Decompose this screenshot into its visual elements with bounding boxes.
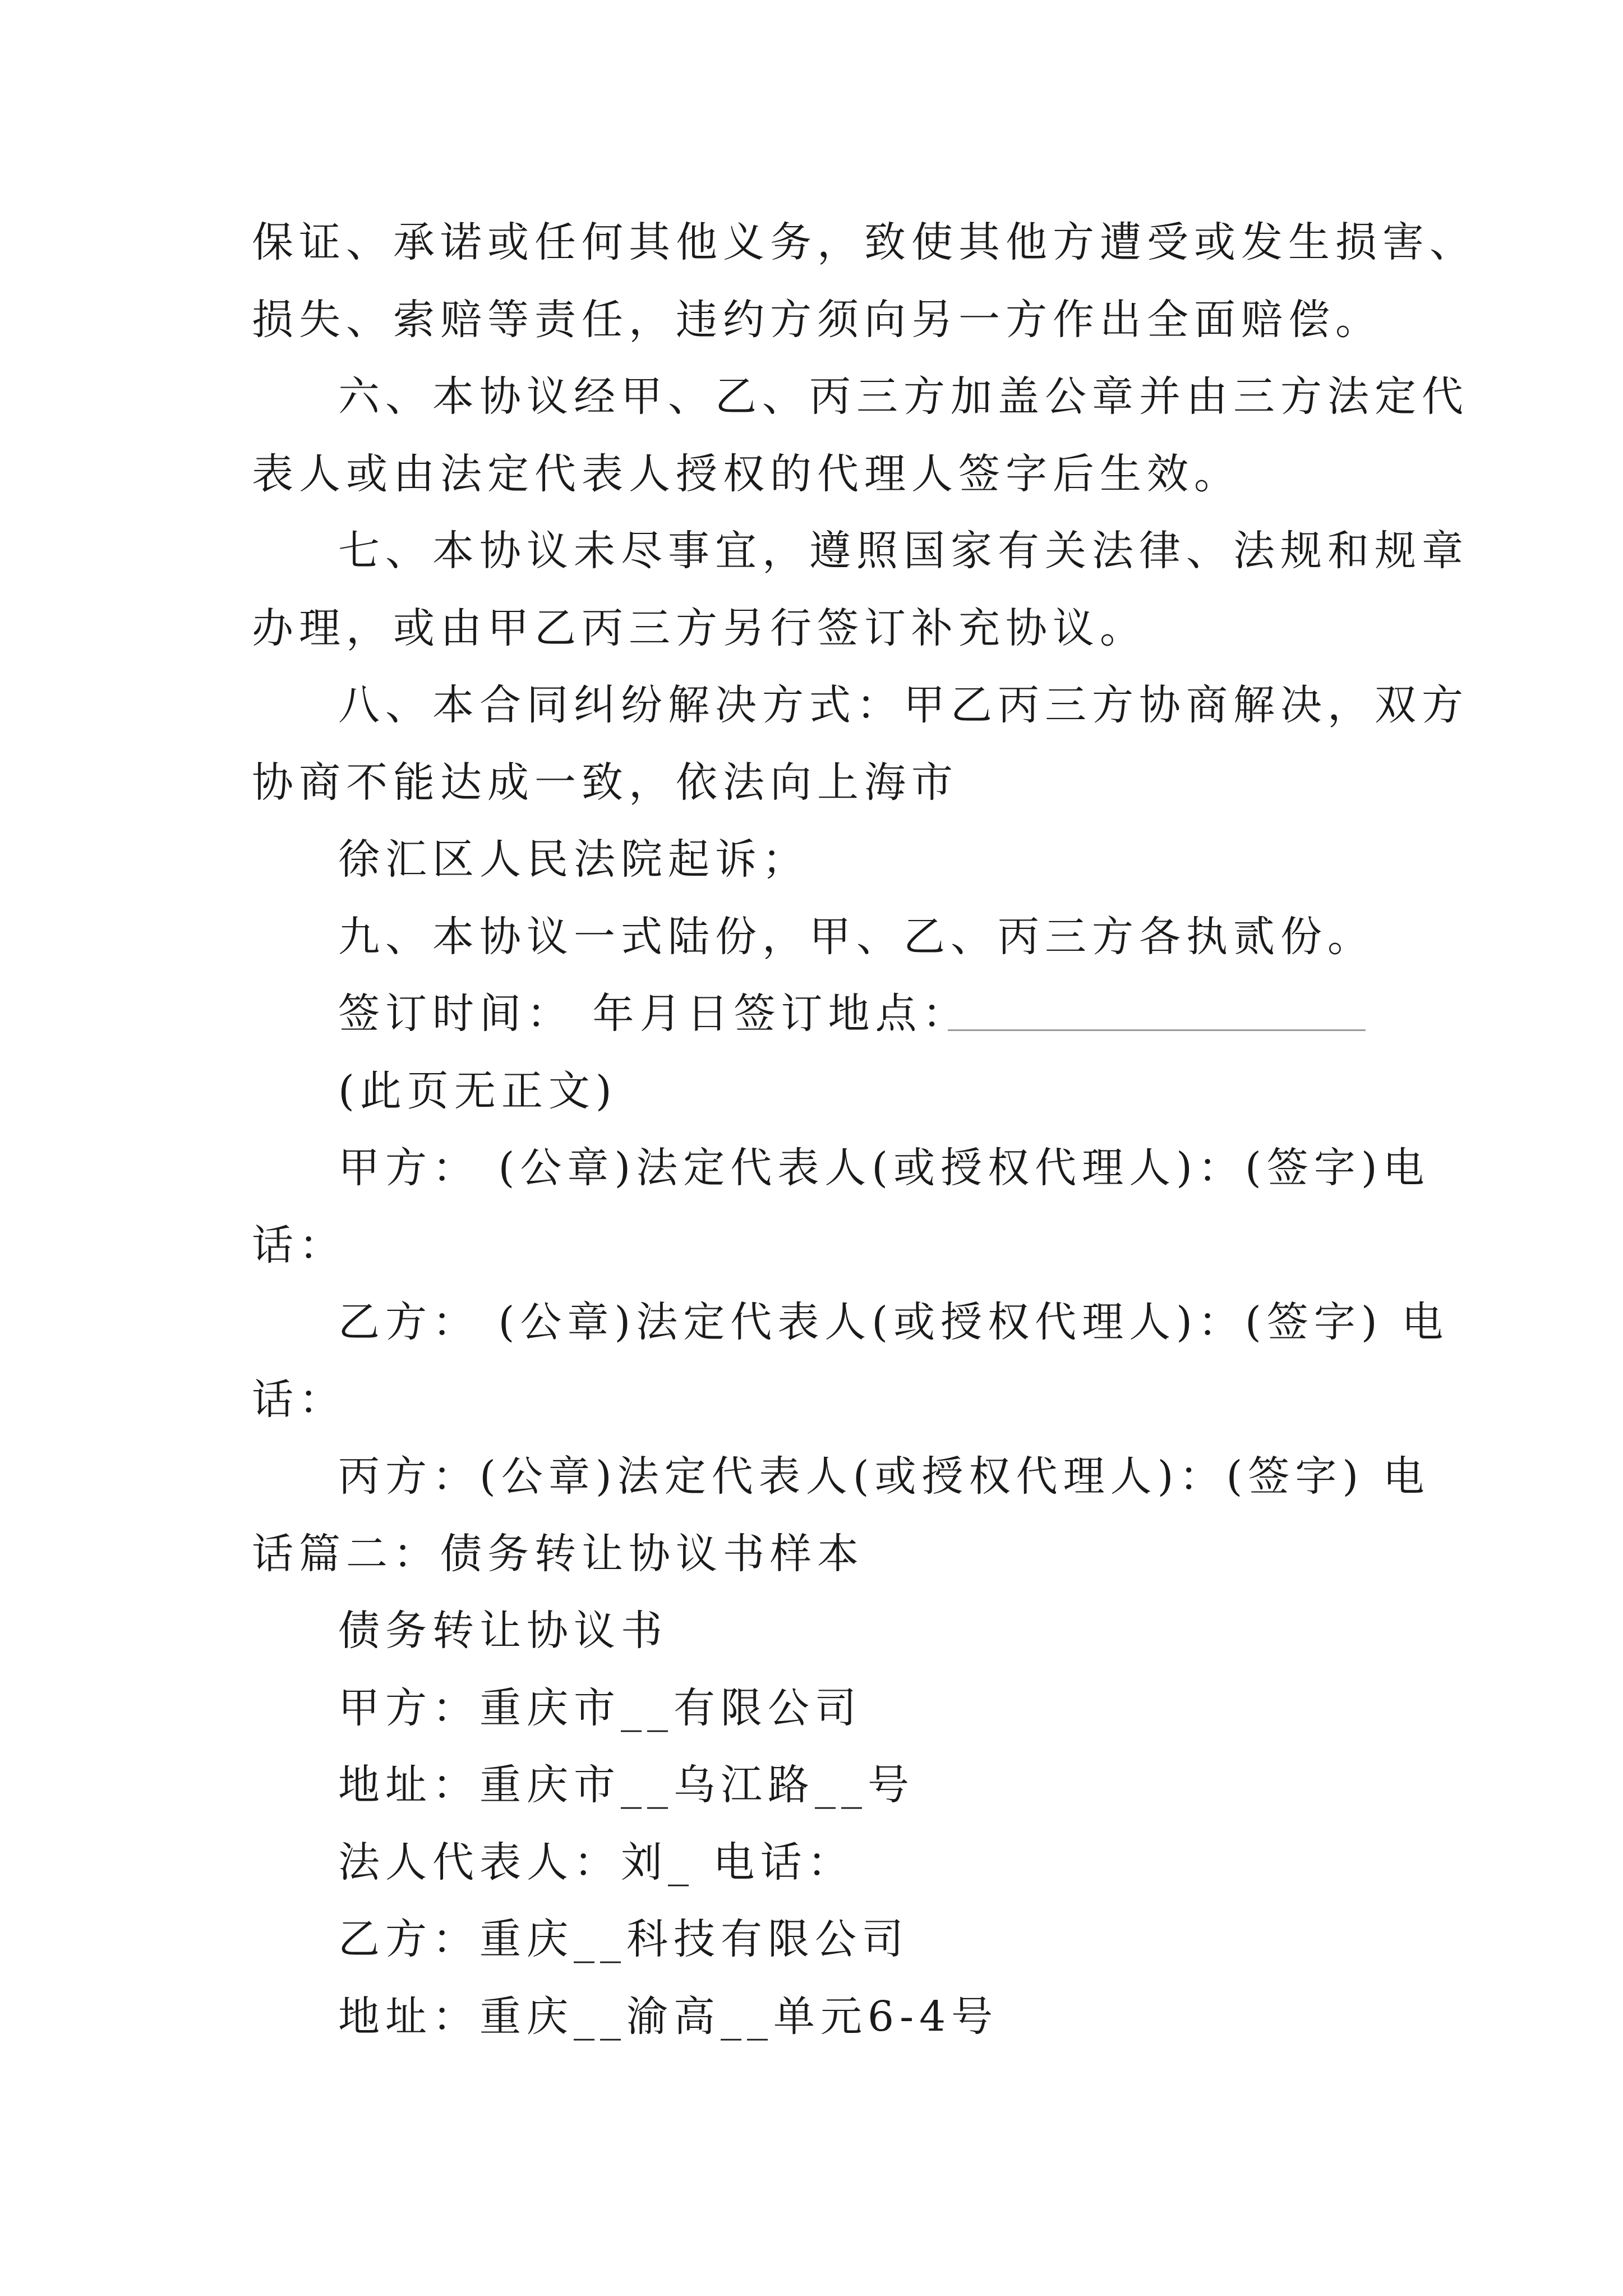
document-title: 债务转让协议书 (338, 1607, 668, 1655)
paragraph-line: 七、本协议未尽事宜，遵照国家有关法律、法规和规章 (338, 527, 1469, 575)
paragraph-line: 话： (252, 1221, 346, 1269)
paragraph-line: 保证、承诺或任何其他义务，致使其他方遭受或发生损害、 (252, 218, 1477, 266)
paragraph-line: 六、本协议经甲、乙、丙三方加盖公章并由三方法定代 (338, 372, 1469, 421)
paragraph-line: 九、本协议一式陆份，甲、乙、丙三方各执贰份。 (338, 913, 1375, 961)
paragraph-line: 话： (252, 1375, 346, 1424)
paragraph-line: 损失、索赔等责任，违约方须向另一方作出全面赔偿。 (252, 296, 1382, 344)
paragraph-line: 办理，或由甲乙丙三方另行签订补充协议。 (252, 604, 1147, 652)
signing-date-place-line: 签订时间： 年月日签订地点： (338, 990, 970, 1038)
section-heading-line: 话篇二：债务转让协议书样本 (252, 1530, 864, 1578)
signing-place-blank (948, 1029, 1366, 1031)
party-a-signature-line: 甲方： (公章)法定代表人(或授权代理人)：(签字)电 (338, 1144, 1430, 1192)
party-a-representative: 法人代表人：刘_ 电话： (338, 1838, 855, 1887)
party-b-signature-line: 乙方： (公章)法定代表人(或授权代理人)：(签字) 电 (338, 1298, 1449, 1346)
paragraph-line: 协商不能达成一致，依法向上海市 (252, 758, 958, 807)
paragraph-line: (此页无正文) (338, 1067, 617, 1115)
party-c-signature-line: 丙方：(公章)法定代表人(或授权代理人)：(签字) 电 (338, 1452, 1430, 1501)
paragraph-line: 八、本合同纠纷解决方式：甲乙丙三方协商解决，双方 (338, 681, 1469, 729)
party-a-address: 地址：重庆市__乌江路__号 (338, 1761, 915, 1809)
paragraph-line: 徐汇区人民法院起诉； (338, 835, 809, 884)
party-b-address: 地址：重庆__渝高__单元6-4号 (338, 1993, 999, 2041)
party-b-name: 乙方：重庆__科技有限公司 (338, 1915, 909, 1963)
paragraph-line: 表人或由法定代表人授权的代理人签字后生效。 (252, 450, 1241, 498)
party-a-name: 甲方：重庆市__有限公司 (338, 1684, 862, 1732)
